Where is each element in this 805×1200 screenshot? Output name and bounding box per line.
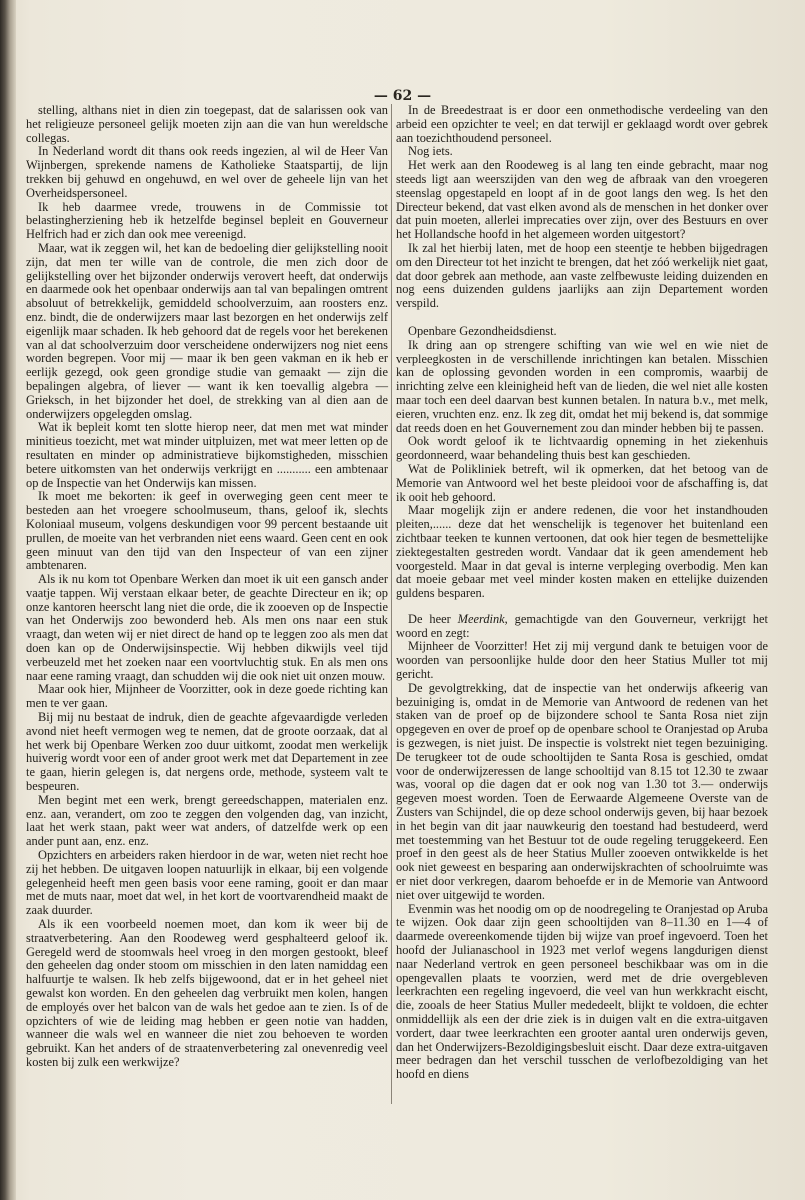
paragraph: Ik moet me bekorten: ik geef in overweging geen cent meer te besteden aan het vroegere schoolmuseum, thans, geloof ik, slechts Koloniaal museum, volgens deskundigen voor 99 percent bestaande uit prullen, de moeite van het verbranden niet eens waard. Geen cent en ook geen minuut van den tijd van den Inspecteur of van een zijner ambtenaren. bbox=[26, 489, 388, 573]
paragraph: stelling, althans niet in dien zin toegepast, dat de salarissen ook van het religieuze personeel gelijk moeten zijn aan die van hun wereldsche collegas. bbox=[26, 103, 388, 145]
speaker-name: Meerdink bbox=[457, 611, 505, 626]
paragraph: De gevolgtrekking, dat de inspectie van het onderwijs afkeerig van bezuiniging is, omdat in de Memorie van Antwoord de redenen van het staken van de proef op de bijzondere school te Santa Rosa niet zijn opgegeven en over de proef op de openbare school te Oranjestad op Aruba is gezwegen, is niet juist. De inspectie is volstrekt niet tegen bezuiniging. De terugkeer tot de oude schooltijden te Santa Rosa is geschied, omdat voor de onderwijzeressen de lange schooltijd van 8.15 tot 12.30 te zwaar was, vooral op die dagen dat er ook nog van 1.30 tot 3.— onderwijs gegeven moest worden. Toen de Eerwaarde Algemeene Overste van de Zusters van Schijndel, die op deze school onderwijs geven, bij haar bezoek in het begin van dit jaar nauwkeurig den toestand had bestudeerd, werd met toestemming van het Bestuur tot de oude regeling teruggekeerd. Een proef in den geest als de heer Statius Muller zooeven ontwikkelde is het ook niet geweest en besparing aan onderwijskrachten of schoolruimte was er niet door verkregen, daarom behoefde er in de Memorie van Antwoord niet over uitgewijd te worden. bbox=[396, 680, 768, 902]
speaker-title: De heer bbox=[408, 611, 451, 626]
paragraph: Wat ik bepleit komt ten slotte hierop neer, dat men met wat minder minitieus toezicht, met wat minder uitpluizen, met wat meer letten op de resultaten en minder op administratieve bijkomstigheden, misschien betere uitkomsten van het onderwijs verkrijgt en ........... een ambtenaar op de Inspectie van het Onderwijs kan missen. bbox=[26, 420, 388, 490]
paragraph: Men begint met een werk, brengt gereedschappen, materialen enz. enz. aan, verandert, om zoo te zeggen den volgenden dag, van inzicht, laat het werk staan, pakt weer wat anders, of datzelfde werk op een ander punt aan, enz. enz. bbox=[26, 792, 388, 849]
column-divider bbox=[391, 104, 392, 1104]
speaker-intro: , gemachtigde van den Gouverneur, verkrijgt het woord en zegt: bbox=[396, 611, 768, 640]
paragraph: Ik zal het hierbij laten, met de hoop een steentje te hebben bijgedragen om den Directeur tot het inzicht te brengen, dat het zóó werkelijk niet gaat, dat door gebrek aan methode, aan vaste zelfbewuste leiding duizenden en nog eens duizenden guldens jaarlijks aan zijn Departement worden verspild. bbox=[396, 240, 768, 311]
paragraph: Opzichters en arbeiders raken hierdoor in de war, weten niet recht hoe zij het hebben. De uitgaven loopen natuurlijk in elkaar, bij een volgende gelegenheid heeft men geen basis voor eene raming, gooit er dan maar met de muts naar, moet dat wel, in het kort de voortvarendheid maakt de zaak duurder. bbox=[26, 848, 388, 918]
paragraph: Ook wordt geloof ik te lichtvaardig opneming in het ziekenhuis geordonneerd, waar behandeling thuis best kan geschieden. bbox=[396, 434, 768, 463]
paragraph: Maar ook hier, Mijnheer de Voorzitter, ook in deze goede richting kan men te ver gaan. bbox=[26, 682, 388, 711]
paragraph: Als ik een voorbeeld noemen moet, dan kom ik weer bij de straatverbetering. Aan den Roodeweg werd gesphalteerd geloof ik. Geregeld werd de stoomwals heel vroeg in den morgen gestookt, bleef den geheelen dag onder stoom om misschien in den laten namiddag een halfuurtje te walsen. Ik heb zelfs bijgewoond, dat er in het geheel niet gewalst kon worden. En den geheelen dag verbruikt men kolen, hangen de employés over het balcon van de wals het gedoe aan te zien. Is of de opzichters of wie de leiding mag hebben er geen notie van hadden, wanneer die wals wel en wanneer die niet zou behoeven te worden gebruikt. Kan het anders of de straatenverbetering zal onevenredig veel kosten bij zulk een werkwijze? bbox=[26, 917, 388, 1069]
page-number: — 62 — bbox=[373, 88, 432, 104]
section-heading: Openbare Gezondheidsdienst. bbox=[408, 323, 557, 338]
paragraph: Wat de Polikliniek betreft, wil ik opmerken, dat het betoog van de Memorie van Antwoord wel het beste pleidooi voor de afschaffing is, dat ik ooit heb gehoord. bbox=[396, 461, 768, 504]
right-column bbox=[396, 104, 768, 1082]
speaker-paragraph bbox=[396, 613, 768, 641]
paragraph: Maar mogelijk zijn er andere redenen, die voor het instandhouden pleiten,...... deze dat het wenschelijk is tegenover het buitenland een zichtbaar teeken te kunnen vertoonen, dat ook hier tegen de besmettelijke ziektegestalten gestreden wordt. Vandaar dat ik geen amendement heb voorgesteld. Maar in dat geval is interne verpleging overbodig. Men kan dat moeie gebaar met veel minder kosten maken en ettelijke duizenden guldens besparen. bbox=[396, 503, 768, 601]
paragraph: Het werk aan den Roodeweg is al lang ten einde gebracht, maar nog steeds ligt aan weerszijden van den weg de afbraak van den vroegeren steenslag opgestapeld en loopt af in de goot langs den weg. Is het den Directeur bekend, dat vast elken avond als de menschen in het donker over dat puin moeten, allerlei imprecaties over zijn, over des Bestuurs en over het Hollandsche hoofd in het algemeen worden uitgestort? bbox=[396, 158, 768, 242]
paragraph: Maar, wat ik zeggen wil, het kan de bedoeling dier gelijkstelling nooit zijn, dat men ter wille van de controle, die men zich door de gelijkstelling over het bijzonder onderwijs verovert heeft, dat onderwijs en daarmede ook het openbaar onderwijs aan tal van bepalingen omtrent absoluut of betrekkelijk, gemiddeld schoolverzuim, aan roosters enz. enz. bindt, die de onderwijzers maar last bezorgen en het onderwijs zelf eigenlijk maar schaden. Ik heb gehoord dat de regels voor het berekenen van al dat schoolverzuim door verscheidene onderwijzers nog niet eens worden begrepen. Voor mij — maar ik ben geen vakman en ik heb er eerlijk gezegd, ook geen grondige studie van gemaakt — zijn die bepalingen algebra, of liever — want ik ken toevallig algebra — Grieksch, in het bijzonder het doel, de strekking van al dien aan de onderwijzers opgelegden omslag. bbox=[26, 240, 388, 421]
book-spine bbox=[0, 0, 16, 1200]
paragraph: Nog iets. bbox=[408, 144, 453, 159]
paragraph: Ik heb daarmee vrede, trouwens in de Commissie tot belastingherziening heb ik hetzelfde beginsel bepleit en Gouverneur Helfrich had er zich dan ook mee vereenigd. bbox=[26, 199, 388, 242]
left-column bbox=[26, 104, 388, 1070]
paragraph: Ik dring aan op strengere schifting van wie wel en wie niet de verpleegkosten in de verschillende inrichtingen kan betalen. Misschien kan de oplossing gevonden worden in een compromis, waarbij de inrichting zelve een kleinigheid heft van de lieden, die wel niet alle kosten maar toch een deel daarvan best kunnen betalen. In natura b.v., met melk, eieren, vruchten enz. enz. Ik zeg dit, omdat het mij bekend is, dat sommige dat reeds doen en het Gouvernement zou dan minder hebben bij te passen. bbox=[396, 337, 768, 435]
paragraph: Bij mij nu bestaat de indruk, dien de geachte afgevaardigde verleden avond niet heeft vermogen weg te nemen, dat de groote oorzaak, dat al het werk bij Openbare Werken zoo duur uitkomt, zoodat men werkelijk huiverig wordt voor een of ander groot werk met dat Departement in zee te gaan, hierin gelegen is, dat nergens orde, methode, systeem valt te bespeuren. bbox=[26, 710, 388, 794]
paragraph: Mijnheer de Voorzitter! Het zij mij vergund dank te betuigen voor de woorden van persoonlijke hulde door den heer Statius Muller tot mij gericht. bbox=[396, 639, 768, 682]
paragraph: In Nederland wordt dit thans ook reeds ingezien, al wil de Heer Van Wijnbergen, sprekende namens de Katholieke Staatspartij, de lijn trekken bij gehuwd en ongehuwd, en wel over de geheele lijn van het Overheidspersoneel. bbox=[26, 144, 388, 200]
paragraph: Evenmin was het noodig om op de noodregeling te Oranjestad op Aruba te wijzen. Ook daar zijn geen schooltijden van 8–11.30 en 1—4 of daarmede overeenkomende tijden bij wijze van proef ingevoerd. Toen het hoofd der Julianaschool in 1923 met verlof wegens langdurigen dienst naar Nederland vertrok en geen personeel beschikbaar was om in die opengevallen plaats te voorzien, werd met de drie overgebleven leerkrachten een regeling ingevoerd, die veel van hun werkkracht eischt, die, zooals de heer Statius Muller mededeelt, blijkt te voldoen, die echter onmiddellijk als een der drie ziek is in duigen valt en die extra-uitgaven vordert, daar twee leerkrachten een grooter aantal uren onderwijs geven, dan het Onderwijzers-Bezoldigingsbesluit eischt. Daar deze extra-uitgaven meer bedragen dan het verschil tusschen de verlofbezoldiging van het hoofd en diens bbox=[396, 901, 768, 1082]
paragraph: In de Breedestraat is er door een onmethodische verdeeling van den arbeid een opzichter te veel; en dat terwijl er geklaagd wordt over gebrek aan toezichthoudend personeel. bbox=[396, 103, 768, 145]
paragraph: Als ik nu kom tot Openbare Werken dan moet ik uit een gansch ander vaatje tappen. Wij verstaan elkaar beter, de geachte Directeur en ik; op onze kantoren heerscht lang niet die orde, die ik zooeven op de Inspectie van het Onderwijs zoo bewonderd heb. Als men ons naar een stuk vraagt, dan weten wij er niet direct de hand op te leggen zoo als men dat doen kan op de Onderwijsinspectie. Wij hebben dikwijls veel tijd verbeuzeld met het zoeken naar een voortvluchtig stuk. En als men ons naar eene raming vraagt, dan schudden wij die ook niet uit onzen mouw. bbox=[26, 572, 388, 683]
